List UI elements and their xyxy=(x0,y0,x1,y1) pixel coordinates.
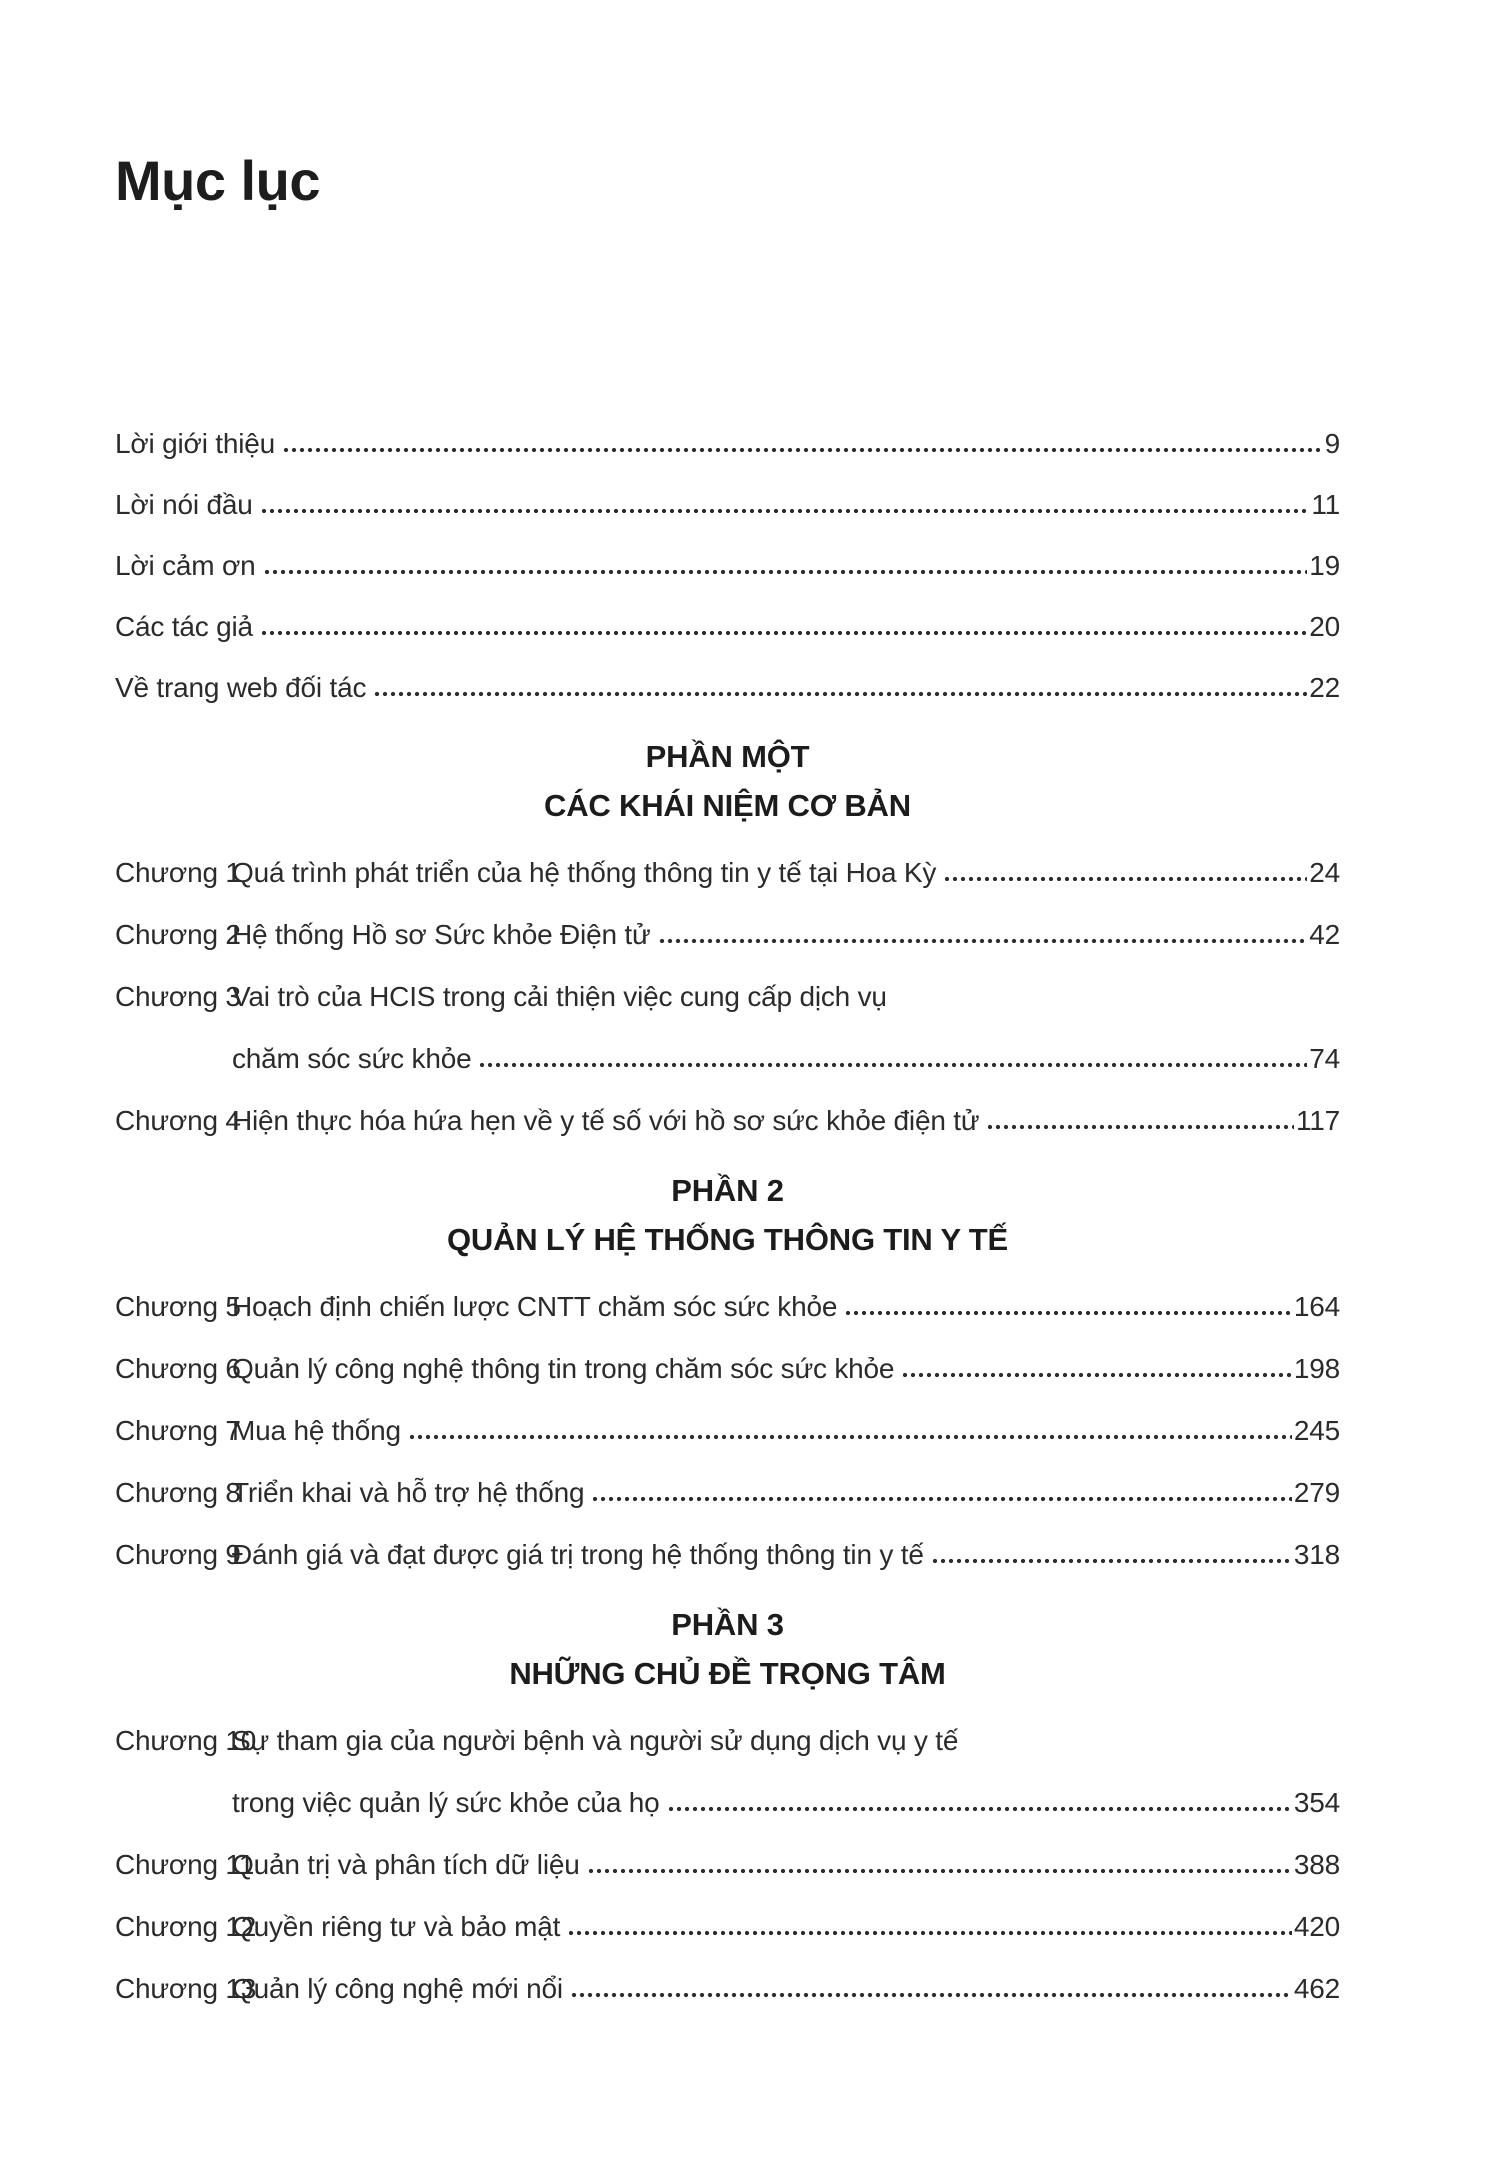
chapter-label: Chương 1 xyxy=(115,857,241,888)
page-number: 354 xyxy=(1293,1787,1340,1818)
chapter-title: Vai trò của HCIS trong cải thiện việc cung cấp dịch vụ xyxy=(232,981,887,1012)
chapter-label: Chương 4 xyxy=(115,1105,241,1136)
dot-leader xyxy=(408,1434,1292,1440)
dot-leader xyxy=(282,447,1323,453)
chapter-title-line2: chăm sóc sức khỏe xyxy=(232,1043,472,1074)
chapter-label: Chương 6 xyxy=(115,1353,241,1384)
chapter-row xyxy=(115,1352,1340,1386)
dot-leader xyxy=(567,1930,1292,1936)
entry-title: Về trang web đối tác xyxy=(115,672,367,703)
chapter-title: Hiện thực hóa hứa hẹn về y tế số với hồ sơ sức khỏe điện tử xyxy=(232,1105,980,1136)
part-heading xyxy=(115,732,1340,830)
dot-leader xyxy=(570,1992,1292,1998)
chapter-label: Chương 11 xyxy=(115,1849,255,1880)
dot-leader xyxy=(587,1868,1292,1874)
chapter-title: Quản lý công nghệ thông tin trong chăm sóc sức khỏe xyxy=(232,1353,895,1384)
dot-leader xyxy=(943,876,1307,882)
part-heading-line1: PHẦN 2 xyxy=(671,1173,784,1208)
part-heading-line1: PHẦN MỘT xyxy=(645,739,810,774)
dot-leader xyxy=(263,569,1308,575)
chapter-title: Mua hệ thống xyxy=(232,1415,401,1446)
dot-leader xyxy=(901,1372,1292,1378)
front-matter-entry xyxy=(115,488,1340,522)
chapter-title: Sự tham gia của người bệnh và người sử dụng dịch vụ y tế xyxy=(232,1725,959,1756)
chapter-row-continuation xyxy=(115,1786,1340,1820)
page-number: 9 xyxy=(1324,428,1340,459)
entry-title: Các tác giả xyxy=(115,611,253,642)
page-number: 388 xyxy=(1293,1849,1340,1880)
page-number: 198 xyxy=(1293,1353,1340,1384)
page-number: 279 xyxy=(1293,1477,1340,1508)
chapter-row xyxy=(115,1724,1340,1758)
part-heading xyxy=(115,1600,1340,1698)
front-matter-entry xyxy=(115,549,1340,583)
chapter-label: Chương 2 xyxy=(115,919,241,950)
page-number: 19 xyxy=(1309,550,1340,581)
chapter-label: Chương 7 xyxy=(115,1415,241,1446)
page-number: 462 xyxy=(1293,1973,1340,2004)
dot-leader xyxy=(844,1310,1292,1316)
dot-leader xyxy=(667,1806,1292,1812)
entry-title: Lời giới thiệu xyxy=(115,428,276,459)
chapter-row xyxy=(115,918,1340,952)
chapter-label: Chương 9 xyxy=(115,1539,241,1570)
part-heading xyxy=(115,1166,1340,1264)
front-matter-list xyxy=(115,427,1340,705)
chapter-row xyxy=(115,1414,1340,1448)
dot-leader xyxy=(373,691,1307,697)
chapter-row-continuation xyxy=(115,1042,1340,1076)
page-number: 245 xyxy=(1293,1415,1340,1446)
page-number: 117 xyxy=(1295,1105,1340,1136)
chapter-label: Chương 12 xyxy=(115,1911,257,1942)
chapter-row xyxy=(115,1848,1340,1882)
dot-leader xyxy=(931,1558,1292,1564)
dot-leader xyxy=(986,1124,1294,1130)
page-number: 11 xyxy=(1311,489,1340,520)
part-heading-line2: NHỮNG CHỦ ĐỀ TRỌNG TÂM xyxy=(509,1656,946,1691)
dot-leader xyxy=(658,938,1308,944)
chapter-row xyxy=(115,1910,1340,1944)
chapter-label: Chương 3 xyxy=(115,981,241,1012)
dot-leader xyxy=(591,1496,1291,1502)
part-heading-line1: PHẦN 3 xyxy=(671,1607,784,1642)
chapter-label: Chương 5 xyxy=(115,1291,241,1322)
page-title: Mục lục xyxy=(115,149,320,212)
part-heading-line2: QUẢN LÝ HỆ THỐNG THÔNG TIN Y TẾ xyxy=(446,1222,1009,1257)
page-number: 318 xyxy=(1293,1539,1340,1570)
chapter-label: Chương 13 xyxy=(115,1973,257,2004)
part-heading-line2: CÁC KHÁI NIỆM CƠ BẢN xyxy=(544,788,911,823)
entry-title: Lời nói đầu xyxy=(115,489,253,520)
chapter-row xyxy=(115,856,1340,890)
dot-leader xyxy=(260,630,1307,636)
chapter-row xyxy=(115,980,1340,1014)
chapter-title: Triển khai và hỗ trợ hệ thống xyxy=(232,1477,585,1508)
chapter-title: Quản trị và phân tích dữ liệu xyxy=(232,1849,580,1880)
chapter-row xyxy=(115,1538,1340,1572)
chapter-title-line2: trong việc quản lý sức khỏe của họ xyxy=(232,1787,660,1818)
chapter-row xyxy=(115,1972,1340,2006)
dot-leader xyxy=(478,1062,1307,1068)
front-matter-entry xyxy=(115,671,1340,705)
chapter-title: Quản lý công nghệ mới nổi xyxy=(232,1973,563,2004)
chapter-title: Quyền riêng tư và bảo mật xyxy=(232,1911,561,1942)
chapter-list xyxy=(115,856,1340,1138)
page-number: 420 xyxy=(1293,1911,1340,1942)
page-number: 74 xyxy=(1309,1043,1340,1074)
chapter-list xyxy=(115,1290,1340,1572)
chapter-title: Hệ thống Hồ sơ Sức khỏe Điện tử xyxy=(232,919,651,950)
chapter-label: Chương 8 xyxy=(115,1477,241,1508)
entry-title: Lời cảm ơn xyxy=(115,550,256,581)
page-number: 42 xyxy=(1309,919,1340,950)
chapter-title: Quá trình phát triển của hệ thống thông tin y tế tại Hoa Kỳ xyxy=(232,857,937,888)
page-number: 22 xyxy=(1309,672,1340,703)
chapter-title: Hoạch định chiến lược CNTT chăm sóc sức khỏe xyxy=(232,1291,838,1322)
chapter-row xyxy=(115,1476,1340,1510)
chapter-label: Chương 10 xyxy=(115,1725,257,1756)
chapter-title: Đánh giá và đạt được giá trị trong hệ thống thông tin y tế xyxy=(232,1539,924,1570)
page-number: 164 xyxy=(1293,1291,1340,1322)
chapter-row xyxy=(115,1290,1340,1324)
dot-leader xyxy=(260,508,1310,514)
front-matter-entry xyxy=(115,427,1340,461)
front-matter-entry xyxy=(115,610,1340,644)
page-number: 24 xyxy=(1309,857,1340,888)
chapter-row xyxy=(115,1104,1340,1138)
chapter-list xyxy=(115,1724,1340,2006)
page-number: 20 xyxy=(1309,611,1340,642)
